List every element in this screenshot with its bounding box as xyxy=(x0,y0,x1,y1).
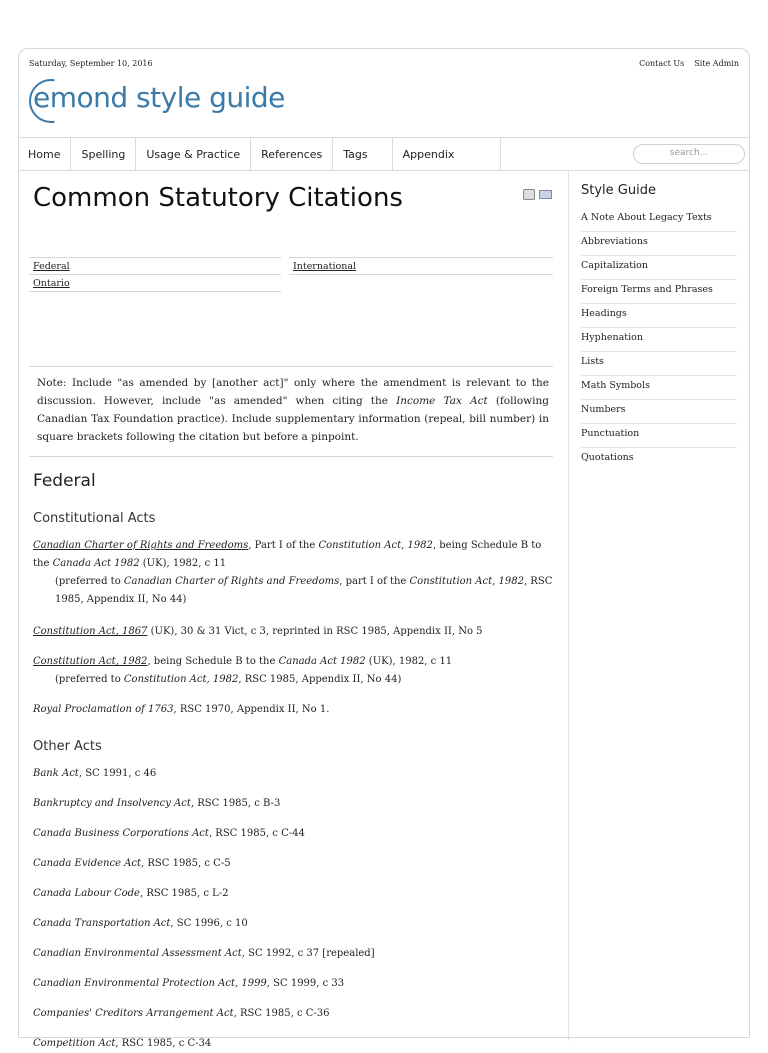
sidebar-item-lists[interactable]: Lists xyxy=(581,352,737,376)
citation-preferred xyxy=(33,573,553,609)
citation-other-act xyxy=(33,885,553,903)
act-reference: , RSC 1985, c C-36 xyxy=(233,1008,330,1019)
page-tools xyxy=(523,189,552,200)
contact-us-link[interactable]: Contact Us xyxy=(639,59,685,68)
citation-text: , being Schedule B to the xyxy=(147,656,279,667)
citation-italic: Constitution Act, 1982 xyxy=(318,540,433,551)
sidebar-item-foreign-terms[interactable]: Foreign Terms and Phrases xyxy=(581,280,737,304)
act-name: Canada Transportation Act xyxy=(33,918,171,929)
act-reference: , SC 1996, c 10 xyxy=(170,918,248,929)
citation-italic: Constitution Act, 1982 xyxy=(409,576,524,587)
sidebar-links xyxy=(581,208,737,471)
sidebar-item-abbreviations[interactable]: Abbreviations xyxy=(581,232,737,256)
sidebar xyxy=(568,171,752,1041)
page-title: Common Statutory Citations xyxy=(33,183,403,213)
main-nav xyxy=(19,137,749,171)
nav-home[interactable]: Home xyxy=(19,138,71,170)
act-name: Canadian Environmental Assessment Act xyxy=(33,948,242,959)
page-frame xyxy=(18,48,750,1049)
citation-other-act xyxy=(33,975,553,993)
citation-text: (preferred to xyxy=(55,674,124,685)
citation-other-act xyxy=(33,765,553,783)
act-name: Canada Labour Code xyxy=(33,888,140,899)
citation-text: , RSC 1985, Appendix II, No 44) xyxy=(238,674,402,685)
sidebar-item-math-symbols[interactable]: Math Symbols xyxy=(581,376,737,400)
citation-constitution-1867 xyxy=(33,623,553,641)
citation-text: (UK), 30 & 31 Vict, c 3, reprinted in RSC 1985, Appendix II, No 5 xyxy=(147,626,483,637)
act-reference: , RSC 1985, c C-44 xyxy=(208,828,305,839)
sidebar-item-numbers[interactable]: Numbers xyxy=(581,400,737,424)
citation-other-act xyxy=(33,825,553,843)
citation-text: , Part I of the xyxy=(248,540,319,551)
site-admin-link[interactable]: Site Admin xyxy=(694,59,739,68)
note-italic: Income Tax Act xyxy=(396,395,488,407)
top-links xyxy=(639,59,739,68)
act-name: Competition Act xyxy=(33,1038,116,1049)
nav-spacer xyxy=(501,138,633,170)
citation-text: , being Schedule B to the xyxy=(33,540,542,569)
act-reference: , RSC 1985, c C-34 xyxy=(115,1038,212,1049)
charter-link[interactable]: Canadian Charter of Rights and Freedoms xyxy=(33,540,249,551)
citation-royal-proclamation xyxy=(33,701,553,719)
citation-other-act xyxy=(33,1035,553,1053)
logo-text: emond style guide xyxy=(33,81,285,114)
citation-other-act xyxy=(33,945,553,963)
act-reference: , SC 1991, c 46 xyxy=(78,768,157,779)
citation-text: , RSC 1970, Appendix II, No 1. xyxy=(173,704,330,715)
citation-other-act xyxy=(33,855,553,873)
site-header xyxy=(19,49,749,137)
email-icon[interactable] xyxy=(539,190,552,199)
nav-references[interactable]: References xyxy=(251,138,333,170)
act-reference: , RSC 1985, c L-2 xyxy=(139,888,229,899)
current-date: Saturday, September 10, 2016 xyxy=(29,59,153,68)
act-reference: , RSC 1985, c B-3 xyxy=(190,798,281,809)
citation-charter xyxy=(33,537,553,609)
act-reference: , SC 1999, c 33 xyxy=(266,978,345,989)
nav-appendix[interactable]: Appendix xyxy=(393,138,502,170)
sidebar-title: Style Guide xyxy=(581,183,656,198)
citation-constitution-1982 xyxy=(33,653,553,689)
citation-italic: Constitution Act, 1982 xyxy=(123,674,239,685)
act-name: Canada Business Corporations Act xyxy=(33,828,209,839)
citation-italic: Royal Proclamation of 1763 xyxy=(33,704,174,715)
print-icon[interactable] xyxy=(523,189,535,200)
citation-text: (UK), 1982, c 11 xyxy=(139,558,227,569)
constitution-1982-link[interactable]: Constitution Act, 1982 xyxy=(33,656,148,667)
act-name: Canadian Environmental Protection Act, 1999 xyxy=(33,978,267,989)
note-text-1: Note: Include "as amended by [another act]" only where the amendment is relevant to the discussion. However, include "as amended" when citing the xyxy=(37,377,549,407)
citation-italic: Canada Act 1982 xyxy=(52,558,140,569)
jump-cell-international xyxy=(289,257,553,275)
sidebar-item-legacy-texts[interactable]: A Note About Legacy Texts xyxy=(581,208,737,232)
jump-cell-federal xyxy=(29,257,281,275)
citation-other-act xyxy=(33,915,553,933)
nav-spelling[interactable]: Spelling xyxy=(71,138,136,170)
sidebar-item-punctuation[interactable]: Punctuation xyxy=(581,424,737,448)
subheading-constitutional: Constitutional Acts xyxy=(33,511,156,526)
note-text-2: (following Canadian Tax Foundation practice). Include supplementary information (repeal, bill number) in square brackets following the citation but before a pinpoint. xyxy=(37,395,549,443)
sidebar-item-capitalization[interactable]: Capitalization xyxy=(581,256,737,280)
citation-text: , RSC 1985, Appendix II, No 44) xyxy=(55,576,553,605)
sidebar-item-quotations[interactable]: Quotations xyxy=(581,452,634,463)
act-name: Companies' Creditors Arrangement Act xyxy=(33,1008,234,1019)
act-name: Bankruptcy and Insolvency Act xyxy=(33,798,191,809)
act-reference: , SC 1992, c 37 [repealed] xyxy=(241,948,375,959)
act-name: Bank Act xyxy=(33,768,79,779)
site-logo[interactable] xyxy=(29,79,329,127)
nav-tags[interactable]: Tags xyxy=(333,138,392,170)
act-reference: , RSC 1985, c C-5 xyxy=(141,858,231,869)
act-name: Canada Evidence Act xyxy=(33,858,142,869)
constitution-1867-link[interactable]: Constitution Act, 1867 xyxy=(33,626,148,637)
citation-italic: Canada Act 1982 xyxy=(278,656,366,667)
citation-other-act xyxy=(33,1005,553,1023)
citation-text: , part I of the xyxy=(339,576,410,587)
search-input[interactable]: search... xyxy=(633,144,745,164)
jump-link-ontario[interactable]: Ontario xyxy=(33,278,70,289)
citation-italic: Canadian Charter of Rights and Freedoms xyxy=(123,576,340,587)
section-heading-federal: Federal xyxy=(33,471,96,491)
sidebar-item-hyphenation[interactable]: Hyphenation xyxy=(581,328,737,352)
jump-link-international[interactable]: International xyxy=(293,261,357,272)
citation-text: (UK), 1982, c 11 xyxy=(365,656,453,667)
nav-usage-practice[interactable]: Usage & Practice xyxy=(136,138,251,170)
jump-cell-ontario xyxy=(29,274,281,292)
citation-preferred xyxy=(33,671,553,689)
citation-note xyxy=(29,366,553,457)
subheading-other-acts: Other Acts xyxy=(33,739,102,754)
citation-other-act xyxy=(33,795,553,813)
jump-link-federal[interactable]: Federal xyxy=(33,261,70,272)
citation-text: (preferred to xyxy=(55,576,124,587)
sidebar-item-headings[interactable]: Headings xyxy=(581,304,737,328)
